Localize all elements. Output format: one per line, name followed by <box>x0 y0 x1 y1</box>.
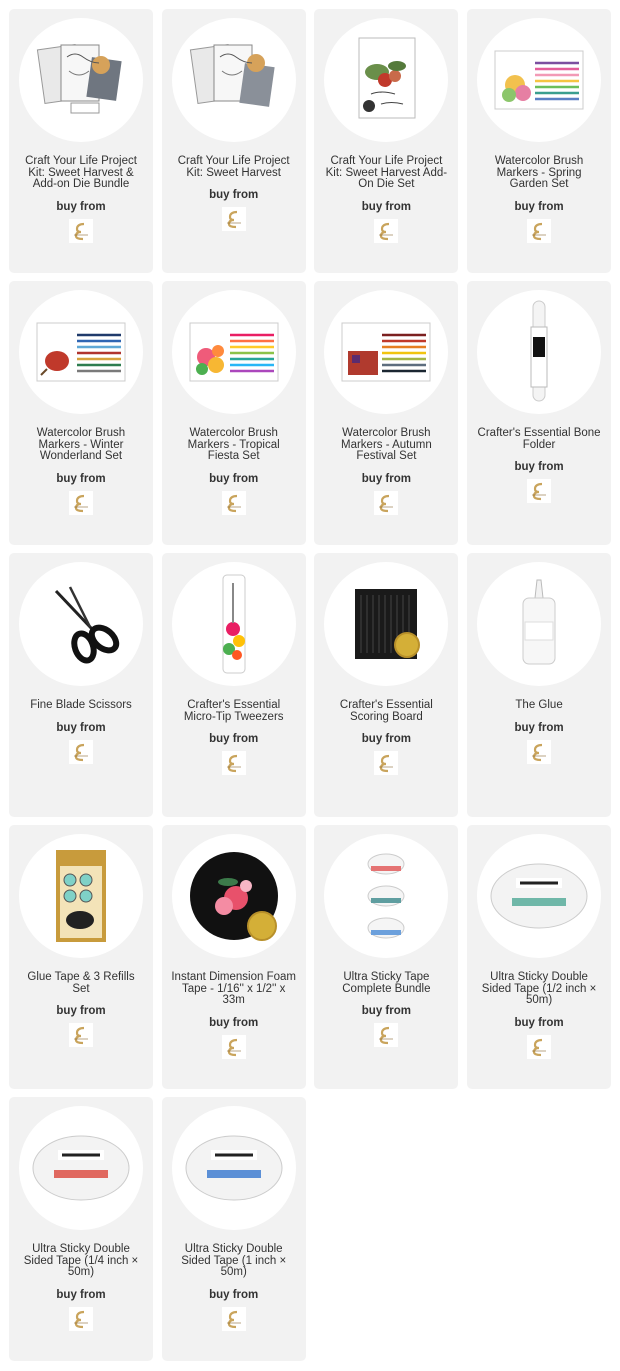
product-title[interactable]: Craft Your Life Project Kit: Sweet Harvest & Add-on Die Bundle <box>25 155 137 190</box>
stamp-kit-image[interactable] <box>172 18 296 142</box>
product-card[interactable] <box>467 281 611 545</box>
buy-from-label: buy from <box>514 1016 564 1029</box>
altenew-logo-icon[interactable] <box>374 491 398 515</box>
altenew-logo-icon[interactable] <box>527 740 551 764</box>
buy-from-label: buy from <box>209 472 259 485</box>
altenew-logo-icon[interactable] <box>69 219 93 243</box>
buy-from-label: buy from <box>56 472 106 485</box>
product-card[interactable] <box>162 1097 306 1361</box>
marker-set-image[interactable] <box>172 290 296 414</box>
product-title[interactable]: Ultra Sticky Double Sided Tape (1 inch × 50m) <box>181 1243 287 1278</box>
buy-from-label: buy from <box>56 1288 106 1301</box>
product-card[interactable] <box>314 553 458 817</box>
altenew-logo-icon[interactable] <box>527 1035 551 1059</box>
marker-set-image[interactable] <box>477 18 601 142</box>
buy-from-label: buy from <box>56 1005 106 1017</box>
die-set-image[interactable] <box>324 18 448 142</box>
altenew-logo-icon[interactable] <box>527 219 551 243</box>
product-title[interactable]: Craft Your Life Project Kit: Sweet Harvest Add-On Die Set <box>325 155 448 190</box>
product-title[interactable]: Ultra Sticky Double Sided Tape (1/4 inch × 50m) <box>23 1243 139 1278</box>
product-card[interactable] <box>314 825 458 1089</box>
altenew-logo-icon[interactable] <box>374 219 398 243</box>
glue-bottle-image[interactable] <box>477 562 601 686</box>
product-card[interactable] <box>9 553 153 817</box>
stamp-kit-image[interactable] <box>19 18 143 142</box>
product-card[interactable] <box>162 553 306 817</box>
product-title[interactable]: Craft Your Life Project Kit: Sweet Harvest <box>177 155 290 179</box>
bone-folder-image[interactable] <box>477 290 601 414</box>
altenew-logo-icon[interactable] <box>222 207 246 231</box>
altenew-logo-icon[interactable] <box>222 1307 246 1331</box>
tape-roll-image[interactable] <box>172 1106 296 1230</box>
product-card[interactable] <box>467 825 611 1089</box>
product-card[interactable] <box>314 281 458 545</box>
product-card[interactable] <box>162 825 306 1089</box>
product-title[interactable]: Fine Blade Scissors <box>30 699 132 711</box>
altenew-logo-icon[interactable] <box>69 491 93 515</box>
product-title[interactable]: Watercolor Brush Markers - Spring Garden Set <box>494 155 584 190</box>
buy-from-label: buy from <box>209 189 259 201</box>
buy-from-label: buy from <box>361 1005 411 1017</box>
product-card[interactable] <box>9 281 153 545</box>
product-title[interactable]: Crafter's Essential Scoring Board <box>339 699 433 723</box>
product-card[interactable] <box>162 9 306 273</box>
glue-tape-image[interactable] <box>19 834 143 958</box>
product-title[interactable]: Watercolor Brush Markers - Autumn Festival Set <box>341 427 432 462</box>
buy-from-label: buy from <box>514 721 564 734</box>
product-title[interactable]: Instant Dimension Foam Tape - 1/16'' x 1/2'' x 33m <box>171 971 296 1006</box>
buy-from-label: buy from <box>361 472 411 485</box>
product-card[interactable] <box>9 9 153 273</box>
product-card[interactable] <box>314 9 458 273</box>
product-title[interactable]: Crafter's Essential Bone Folder <box>477 427 601 451</box>
buy-from-label: buy from <box>361 733 411 745</box>
altenew-logo-icon[interactable] <box>527 479 551 503</box>
scoring-board-image[interactable] <box>324 562 448 686</box>
product-title[interactable]: The Glue <box>515 699 563 711</box>
product-title[interactable]: Watercolor Brush Markers - Winter Wonderland Set <box>36 427 126 462</box>
tape-bundle-image[interactable] <box>324 834 448 958</box>
tweezers-image[interactable] <box>172 562 296 686</box>
buy-from-label: buy from <box>514 200 564 213</box>
tape-roll-image[interactable] <box>477 834 601 958</box>
altenew-logo-icon[interactable] <box>222 491 246 515</box>
buy-from-label: buy from <box>209 733 259 745</box>
foam-tape-image[interactable] <box>172 834 296 958</box>
altenew-logo-icon[interactable] <box>222 1035 246 1059</box>
product-card[interactable] <box>9 1097 153 1361</box>
buy-from-label: buy from <box>209 1288 259 1301</box>
altenew-logo-icon[interactable] <box>69 1023 93 1047</box>
buy-from-label: buy from <box>209 1016 259 1029</box>
buy-from-label: buy from <box>56 200 106 213</box>
marker-set-image[interactable] <box>324 290 448 414</box>
product-card[interactable] <box>467 553 611 817</box>
buy-from-label: buy from <box>361 200 411 213</box>
altenew-logo-icon[interactable] <box>69 740 93 764</box>
scissors-image[interactable] <box>19 562 143 686</box>
product-card[interactable] <box>9 825 153 1089</box>
buy-from-label: buy from <box>56 721 106 734</box>
product-title[interactable]: Ultra Sticky Tape Complete Bundle <box>342 971 431 995</box>
altenew-logo-icon[interactable] <box>222 751 246 775</box>
tape-roll-image[interactable] <box>19 1106 143 1230</box>
buy-from-label: buy from <box>514 461 564 473</box>
product-title[interactable]: Glue Tape & 3 Refills Set <box>27 971 135 995</box>
altenew-logo-icon[interactable] <box>374 1023 398 1047</box>
marker-set-image[interactable] <box>19 290 143 414</box>
product-title[interactable]: Watercolor Brush Markers - Tropical Fiesta Set <box>187 427 280 462</box>
product-card[interactable] <box>467 9 611 273</box>
altenew-logo-icon[interactable] <box>374 751 398 775</box>
product-title[interactable]: Ultra Sticky Double Sided Tape (1/2 inch × 50m) <box>481 971 597 1006</box>
product-card[interactable] <box>162 281 306 545</box>
product-title[interactable]: Crafter's Essential Micro-Tip Tweezers <box>183 699 284 723</box>
altenew-logo-icon[interactable] <box>69 1307 93 1331</box>
